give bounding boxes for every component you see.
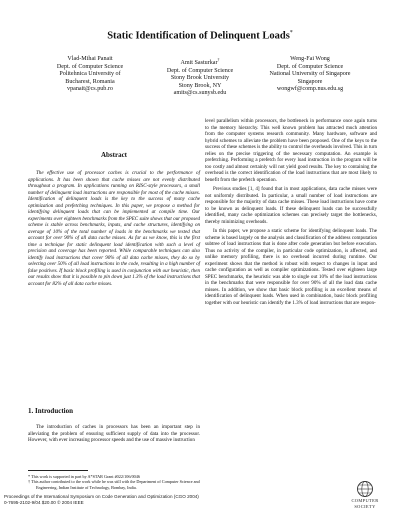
author-name: Amit Sasturkar xyxy=(180,60,218,67)
author-location: Stony Brook, NY xyxy=(178,82,222,89)
body-paragraph: In this paper, we propose a static scheme for identifying delinquent loads. The scheme is based largely on the analysis and classification of the address computation subtree of load instructions that is done after code generation but before execution. Thus no activity of the compiler, in particular code optimization, is affected, and unlike memory profiling, there is no overhead incurred during runtime. Our experiment shows that the method is robust with respect to changes in input and cache configuration as well as compiler optimizations. Tested over eighteen large SPEC benchmarks, the heuristic was able to single out 10% of the load instructions in the benchmarks that were responsible for over 90% of all the load data cache misses. In addition, we show that basic block profiling is an excellent means of identification of delinquent loads. When used in combination, basic block profiling together with our heuristic can identify the 1.3% of load instructions that are respon- xyxy=(205,228,377,306)
abstract-body xyxy=(28,170,200,287)
abstract-heading: Abstract xyxy=(100,151,128,159)
footnote: † This author contributed to the work while he was still with the Department of Computer Science and Engineering, Indian Institute of Technology, Bombay, India. xyxy=(28,479,200,490)
author-name: Vlad-Mihai Panait xyxy=(67,56,113,62)
paper-title: Static Identification of Delinquent Loads* xyxy=(107,30,293,42)
intro-paragraph: The introduction of caches in processors has been an important step in alleviating the problem of ensuring sufficient supply of data into the processor. However, with ever increasing processor speeds and the use of massive instruction xyxy=(28,424,200,443)
body-paragraph: Previous studies [1, 4] found that in most applications, data cache misses were not uniformly distributed. In particular, a small number of load instructions are responsible for the majority of data cache misses. These load instructions have come to be known as delinquent loads. If these delinquent loads can be successfully identified, many cache optimization schemes can precisely target the bottlenecks, thereby minimizing overheads. xyxy=(205,186,377,225)
abstract-text: The effective use of processor caches is crucial to the performance of applications. It has been shown that cache misses are not evenly distributed throughout a program. In applications running on RISC-style processors, a small number of delinquent load instructions are responsible for most of the cache misses. Identification of delinquent loads is the key to the success of many cache optimization and prefetching techniques. In this paper, we propose a method for identifying delinquent loads that can be implemented at compile time. Our experiments over eighteen benchmarks from the SPEC suite shows that our proposed scheme is stable across benchmarks, inputs, and cache structures, identifying on average of 10% of the total number of loads in the benchmarks we tested that account for over 90% of all data cache misses. As far as we know, this is the first time a technique for static delinquent load identification with such a level of precision and coverage has been reported. While comparable techniques can also identify load instructions that cover 90% of all data cache misses, they do so by selecting over 50% of all load instructions in the code, resulting in a high number of false positives. If basic block profiling is used in conjunction with our heuristic, then our results show that it is possible to pin down just 1.3% of the load instructions that account for 82% of all data cache misses. xyxy=(28,170,200,287)
author-email: amits@cs.sunysb.edu xyxy=(173,90,227,97)
author-org: Politehnica University of xyxy=(59,71,121,78)
author-dept: Dept. of Computer Science xyxy=(166,67,234,74)
author-location: Bucharest, Romania xyxy=(65,78,115,85)
logo-text-line-1: COMPUTER xyxy=(351,498,379,503)
author-block-2 xyxy=(138,56,262,98)
introduction-heading: 1. Introduction xyxy=(28,407,73,415)
page-footer xyxy=(4,494,334,506)
author-email: wongwf@comp.nus.edu.sg xyxy=(276,86,344,93)
author-block-3 xyxy=(248,56,372,94)
computer-society-emblem-icon xyxy=(346,480,384,498)
author-location: Singapore xyxy=(297,78,323,85)
computer-society-logo xyxy=(346,480,384,514)
footnote-rule xyxy=(28,470,88,471)
author-email: vpanait@cs.pub.ro xyxy=(67,86,113,93)
logo-text-line-2: SOCIETY xyxy=(354,503,376,509)
footnote: * This work is supported in part by A*STAR Grant #022/106/0046 xyxy=(28,474,140,479)
copyright-line: 0-7695-2102-9/04 $20.00 © 2004 IEEE xyxy=(4,500,84,505)
right-column xyxy=(205,118,377,309)
author-footnote-mark: † xyxy=(217,57,220,62)
author-dept: Dept. of Computer Science xyxy=(276,63,344,70)
author-name: Weng-Fai Wong xyxy=(290,56,330,62)
author-dept: Dept. of Computer Science xyxy=(56,63,124,70)
title-footnote-mark: * xyxy=(289,30,293,36)
body-paragraph: level parallelism within processors, the bottleneck in performance once again turns to the memory hierarchy. This well known problem has attracted much attention from the computer systems research community. Many hardware, software and hybrid schemes to alleviate the problem have been proposed. One of the keys to the success of these schemes is the ability to control the overheads involved. This in turn relies on the precise triggering of the necessary computation. An example is prefetching. Performing a prefetch for every load instruction in the program will be too costly and almost certainly will not yield good results. The key to containing the overhead is the correct identification of the load instructions that are most likely to benefit from the prefetch operation. xyxy=(205,118,377,183)
author-org: National University of Singapore xyxy=(269,71,351,78)
introduction-body xyxy=(28,424,200,447)
author-block-1 xyxy=(28,56,152,94)
proceedings-line: Proceedings of the International Symposium on Code Generation and Optimization (CGO 2004) xyxy=(4,494,199,499)
author-org: Stony Brook University xyxy=(170,75,230,82)
footnotes xyxy=(28,474,200,490)
